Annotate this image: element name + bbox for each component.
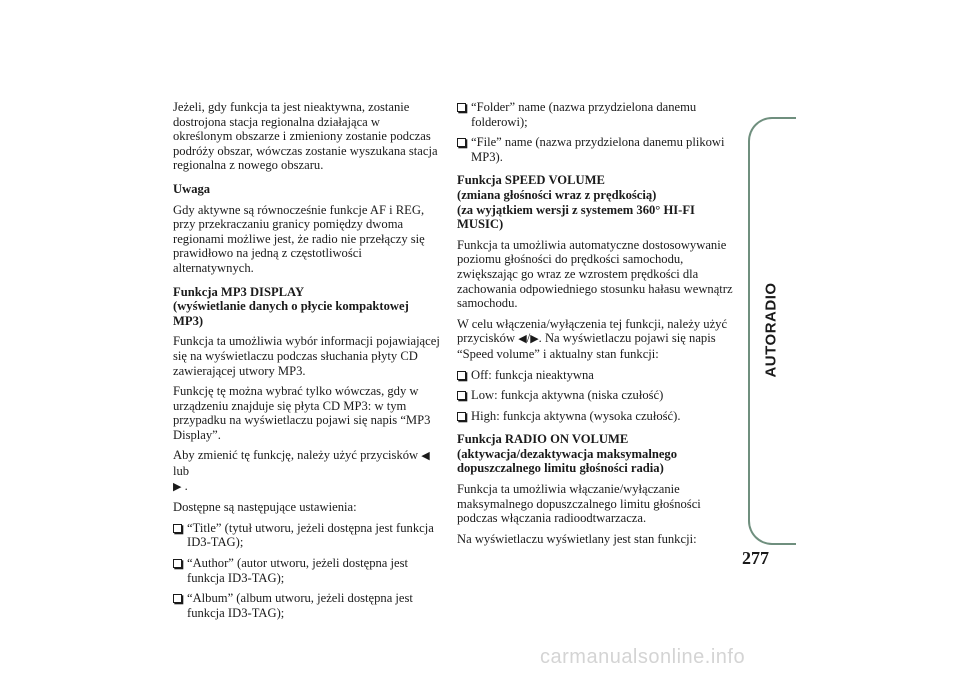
radio-title-2: (aktywacja/dezaktywacja maksymalnego dopuszczalnego limitu głośności radia) <box>457 446 678 476</box>
list-item <box>457 388 739 403</box>
list-item <box>457 135 739 164</box>
speed-paragraph-2 <box>457 317 739 362</box>
list-item <box>173 521 441 550</box>
section-title-mp3-display <box>173 285 441 329</box>
right-column <box>457 100 739 552</box>
mp3-title: Funkcja MP3 DISPLAY <box>173 284 305 299</box>
note-text: Gdy aktywne są równocześnie funkcje AF i REG, przy przekraczaniu granicy pomiędzy dwoma regionami możliwe jest, że radio nie przełączy się prawidłowo na jedną z częstotliwości alternatywnych. <box>173 202 425 275</box>
speed-p2-text-c: . Na wyświetlaczu pojawi się napis “Speed volume” i aktualny stan funkcji: <box>457 331 716 361</box>
checkbox-bullet-icon <box>457 412 466 421</box>
radio-title-1: Funkcja RADIO ON VOLUME <box>457 432 629 447</box>
list-item-text: Off: funkcja nieaktywna <box>471 367 594 382</box>
mp3-subtitle: (wyświetlanie danych o płycie kompaktowej MP3) <box>173 299 409 328</box>
paragraph-regional: Jeżeli, gdy funkcja ta jest nieaktywna, zostanie dostrojona stacja regionalna działająca w określonym obszarze i zmieniony zostanie podczas podróży obszar, wówczas zostanie wyszukana stacja regionalna z nowego obszaru. <box>173 100 438 173</box>
chapter-tab-label: AUTORADIO <box>762 282 780 378</box>
checkbox-bullet-icon <box>457 138 466 147</box>
left-triangle-icon: ◀ <box>518 333 527 346</box>
mp3-paragraph-1: Funkcja ta umożliwia wybór informacji pojawiającej się na wyświetlaczu podczas słuchania płyty CD zawierającej utwory MP3. <box>173 334 440 378</box>
checkbox-bullet-icon <box>457 103 466 112</box>
list-item-text: “File” name (nazwa przydzielona danemu plikowi MP3). <box>471 135 725 164</box>
speed-paragraph-1: Funkcja ta umożliwia automatyczne dostosowywanie poziomu głośności do prędkości samochodu, zwiększając go wraz ze wzrostem prędkości dla zachowania odpowiedniego stosunku hałasu wewnątrz samochodu. <box>457 237 733 311</box>
right-triangle-icon: ▶ <box>530 333 539 346</box>
list-item <box>457 100 739 129</box>
list-item-text: High: funkcja aktywna (wysoka czułość). <box>471 408 681 423</box>
speed-title-2: (zmiana głośności wraz z prędkością) <box>457 187 657 202</box>
list-item <box>173 591 441 620</box>
list-item <box>457 409 739 424</box>
speed-p2-text-a: W celu włączenia/wyłączenia tej funkcji, należy użyć przycisków <box>457 316 728 346</box>
watermark: carmanualsonline.info <box>540 646 746 668</box>
note-heading: Uwaga <box>173 181 211 196</box>
list-item-text: “Title” (tytuł utworu, jeżeli dostępna jest funkcja ID3-TAG); <box>187 520 434 550</box>
page-number: 277 <box>742 548 769 568</box>
checkbox-bullet-icon <box>173 594 182 603</box>
mp3-p3-text-c: . <box>184 478 188 493</box>
speed-title-1: Funkcja SPEED VOLUME <box>457 173 605 188</box>
list-item <box>457 368 739 383</box>
section-title-speed-volume <box>457 173 739 231</box>
section-title-radio-on-volume <box>457 432 739 476</box>
right-triangle-icon: ▶ <box>173 480 182 493</box>
list-item-text: “Author” (autor utworu, jeżeli dostępna jest funkcja ID3-TAG); <box>187 556 409 585</box>
radio-paragraph-2: Na wyświetlaczu wyświetlany jest stan funkcji: <box>457 531 697 546</box>
left-triangle-icon: ◀ <box>421 450 430 463</box>
list-item-text: Low: funkcja aktywna (niska czułość) <box>471 388 664 403</box>
mp3-p3-text-b: lub <box>173 464 190 479</box>
checkbox-bullet-icon <box>457 391 466 400</box>
checkbox-bullet-icon <box>457 371 466 380</box>
list-item <box>173 556 441 585</box>
checkbox-bullet-icon <box>173 524 182 533</box>
speed-title-3: (za wyjątkiem wersji z systemem 360° HI-FI MUSIC) <box>457 202 695 232</box>
settings-intro: Dostępne są następujące ustawienia: <box>173 500 357 515</box>
list-item-text: “Folder” name (nazwa przydzielona danemu folderowi); <box>471 100 697 129</box>
mp3-paragraph-2: Funkcję tę można wybrać tylko wówczas, gdy w urządzeniu znajduje się płyta CD MP3: w tym przypadku na wyświetlaczu pojawi się napis “MP3 Display”. <box>173 384 431 442</box>
mp3-paragraph-3 <box>173 448 441 494</box>
list-item-text: “Album” (album utworu, jeżeli dostępna jest funkcja ID3-TAG); <box>187 591 413 620</box>
checkbox-bullet-icon <box>173 559 182 568</box>
mp3-p3-text-a: Aby zmienić tę funkcję, należy użyć przycisków <box>173 448 419 463</box>
left-column <box>173 100 441 626</box>
radio-paragraph-1: Funkcja ta umożliwia włączanie/wyłączanie maksymalnego dopuszczalnego limitu głośności podczas włączania radioodtwarzacza. <box>457 482 701 526</box>
speed-p2-slash: / <box>526 331 531 346</box>
